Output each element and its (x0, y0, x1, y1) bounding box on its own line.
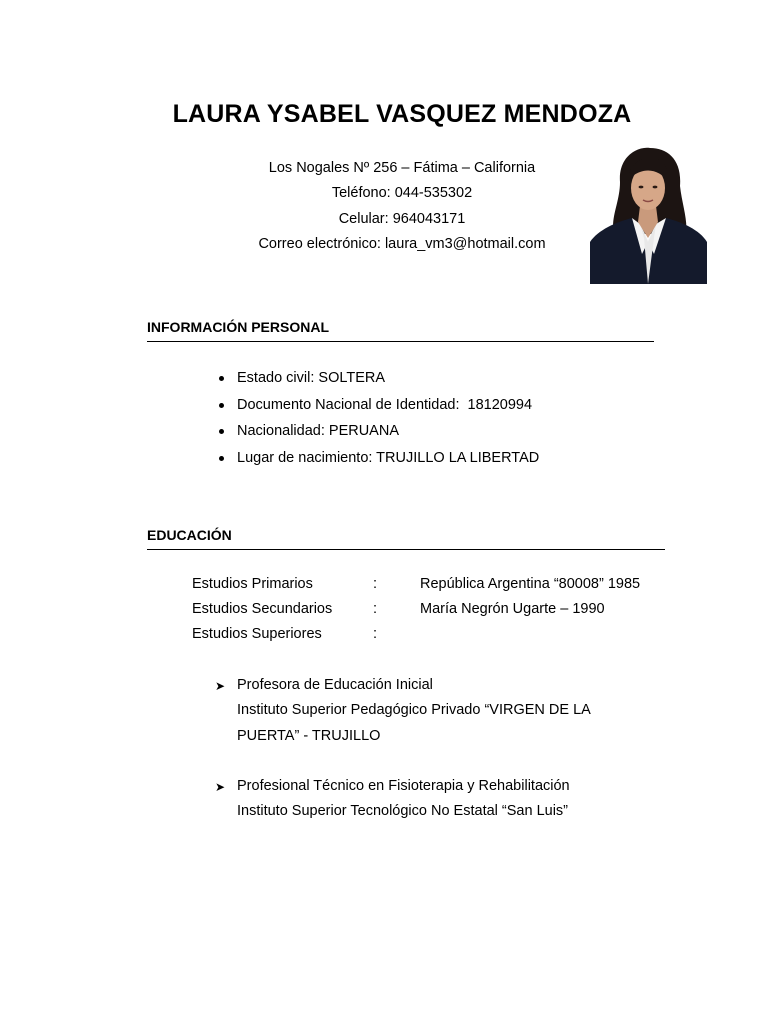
section-title-education: EDUCACIÓN (147, 527, 232, 543)
study-institution: Instituto Superior Pedagógico Privado “VIRGEN DE LA (237, 702, 591, 719)
education-label: Estudios Secundarios (192, 601, 333, 617)
section-divider-education (147, 549, 665, 550)
address-line: Los Nogales Nº 256 – Fátima – California (268, 160, 536, 176)
list-item: Estado civil: SOLTERA (237, 365, 539, 392)
section-title-personal: INFORMACIÓN PERSONAL (147, 319, 329, 335)
candidate-name: LAURA YSABEL VASQUEZ MENDOZA (172, 100, 632, 128)
profile-photo (590, 142, 707, 284)
education-label: Estudios Primarios (192, 576, 313, 592)
education-separator: : (373, 601, 378, 617)
arrow-bullet-icon: ➤ (215, 679, 226, 693)
study-institution-cont: PUERTA” - TRUJILLO (237, 727, 381, 744)
education-separator: : (373, 626, 378, 642)
bullet-icon (219, 456, 224, 461)
section-divider-personal (147, 341, 654, 342)
study-institution: Instituto Superior Tecnológico No Estatal “San Luis” (237, 803, 568, 820)
bullet-icon (219, 403, 224, 408)
study-degree: Profesional Técnico en Fisioterapia y Rehabilitación (237, 778, 570, 794)
education-value: María Negrón Ugarte – 1990 (420, 601, 605, 617)
bullet-icon (219, 376, 224, 381)
list-item: Nacionalidad: PERUANA (237, 418, 539, 445)
education-separator: : (373, 576, 378, 592)
list-item: Lugar de nacimiento: TRUJILLO LA LIBERTAD (237, 445, 539, 472)
superior-study-item (215, 673, 591, 749)
education-label: Estudios Superiores (192, 626, 322, 642)
arrow-bullet-icon: ➤ (215, 780, 226, 794)
personal-info-list (237, 365, 539, 472)
education-value: República Argentina “80008” 1985 (420, 576, 641, 592)
superior-study-item (215, 774, 570, 825)
list-item: Documento Nacional de Identidad: 18120994 (237, 392, 539, 419)
bullet-icon (219, 429, 224, 434)
study-degree: Profesora de Educación Inicial (237, 677, 433, 693)
mobile-line: Celular: 964043171 (338, 210, 466, 227)
phone-line: Teléfono: 044-535302 (331, 185, 473, 202)
email-line: Correo electrónico: laura_vm3@hotmail.com (258, 235, 546, 252)
